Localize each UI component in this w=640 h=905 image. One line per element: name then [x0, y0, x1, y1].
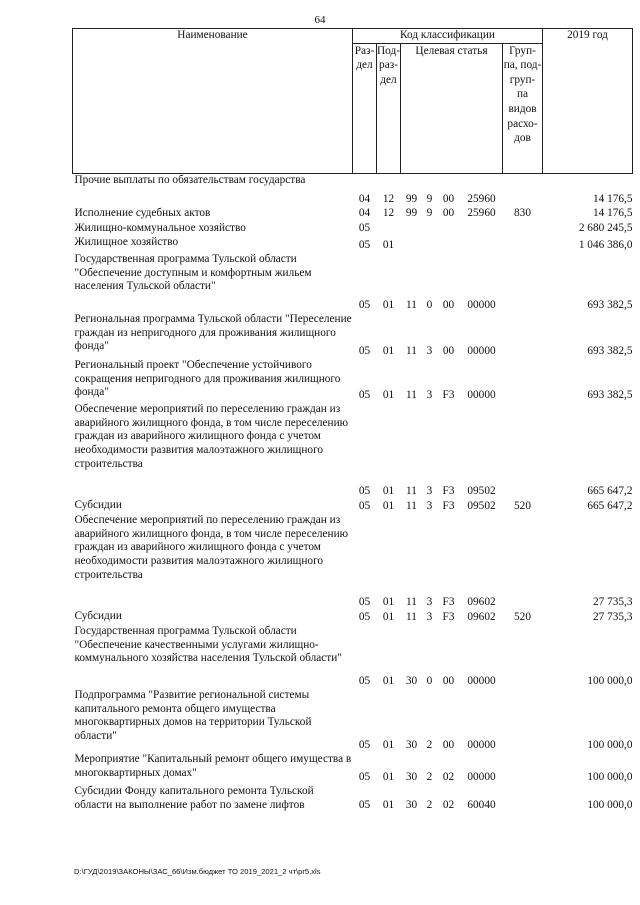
- row-name: Обеспечение мероприятий по переселению граждан из аварийного жилищного фонда, в том числе переселению граждан из аварийного жилищного фонда с учетом необходимости развития малоэтажного жилищного строительства: [74, 403, 349, 470]
- row-amount: 100 000,0: [587, 770, 633, 783]
- row-amount: 1 046 386,0: [578, 238, 633, 251]
- row-amount: 27 735,3: [592, 610, 633, 623]
- row-code-rz: 04: [358, 192, 371, 205]
- table-row: [73, 610, 633, 625]
- row-code-c2: 0: [426, 298, 433, 311]
- budget-table: [72, 28, 633, 813]
- row-code-vr: [503, 625, 543, 689]
- row-code-pr: 01: [382, 595, 395, 608]
- row-name: Подпрограмма "Развитие региональной системы капитального ремонта общего имущества многоквартирных домов на территории Тульской области": [74, 689, 312, 743]
- row-code-c3: F3: [442, 388, 455, 401]
- table-row: [73, 222, 633, 237]
- row-code-pr: 12: [382, 207, 395, 220]
- row-code-c2: 3: [426, 388, 433, 401]
- row-code-rz: 05: [358, 238, 371, 251]
- row-code-c3: 00: [442, 738, 455, 751]
- row-code-c1: 11: [406, 595, 417, 608]
- row-code-vr: [503, 222, 543, 237]
- row-code-rz: 05: [358, 388, 371, 401]
- row-code-c2: 3: [426, 610, 433, 623]
- row-code-vr: [503, 236, 543, 253]
- row-code-c4: 60040: [467, 798, 496, 811]
- row-amount: 693 382,5: [587, 344, 633, 357]
- row-code-c2: 3: [426, 344, 433, 357]
- row-code-rz: 04: [358, 207, 371, 220]
- row-code-c3: 00: [442, 344, 455, 357]
- row-code-c2: [423, 236, 437, 253]
- row-code-rz: 05: [358, 674, 371, 687]
- row-code-c1: 11: [406, 344, 417, 357]
- row-name: Прочие выплаты по обязательствам государства: [74, 173, 306, 186]
- row-code-rz: 05: [358, 770, 371, 783]
- row-code-vr: 520: [514, 499, 531, 512]
- row-code-c2: [423, 222, 437, 237]
- row-code-pr: 01: [382, 798, 395, 811]
- row-code-c1: 30: [405, 770, 418, 783]
- row-code-c4: 00000: [467, 674, 496, 687]
- row-code-c2: 2: [426, 738, 433, 751]
- table-row: [73, 253, 633, 313]
- row-name: Субсидии Фонду капитального ремонта Тульской области на выполнение работ по замене лифтов: [74, 785, 314, 811]
- row-code-c4: 09602: [467, 610, 496, 623]
- row-amount: 14 176,5: [592, 207, 633, 220]
- row-code-c3: [437, 222, 461, 237]
- row-amount: 100 000,0: [587, 674, 633, 687]
- table-row: [73, 359, 633, 403]
- row-code-c3: F3: [442, 484, 455, 497]
- row-code-c2: 9: [426, 207, 433, 220]
- row-amount: 693 382,5: [587, 388, 633, 401]
- table-row: [73, 785, 633, 813]
- row-code-c3: 00: [442, 674, 455, 687]
- header-name: Наименование: [73, 29, 353, 174]
- row-code-c4: 00000: [467, 298, 496, 311]
- row-code-c3: F3: [442, 499, 455, 512]
- row-code-c4: 00000: [467, 738, 496, 751]
- table-row: [73, 753, 633, 785]
- row-code-c2: 9: [426, 192, 433, 205]
- row-code-rz: 05: [358, 499, 371, 512]
- row-code-c4: 09502: [467, 499, 496, 512]
- row-code-c1: 11: [406, 610, 417, 623]
- row-code-c3: F3: [442, 595, 455, 608]
- row-code-rz: 05: [358, 298, 371, 311]
- row-code-c3: 00: [442, 298, 455, 311]
- row-name: Субсидии: [74, 499, 122, 512]
- row-code-c3: F3: [442, 610, 455, 623]
- row-code-c2: 2: [426, 770, 433, 783]
- table-row: [73, 173, 633, 207]
- row-code-pr: 01: [382, 674, 395, 687]
- row-code-pr: 01: [382, 738, 395, 751]
- row-code-c2: 2: [426, 798, 433, 811]
- file-path-footer: D:\ГУД\2019\ЗАКОНЫ\ЗАС_66\Изм.бюджет ТО 2019_2021_2 чт\pr5.xls: [74, 867, 321, 876]
- row-code-rz: 05: [358, 484, 371, 497]
- header-code-classification: Код классификации: [353, 29, 543, 44]
- row-code-c1: [401, 236, 423, 253]
- header-razdel: Раз- дел: [353, 43, 377, 173]
- row-code-c1: 11: [406, 298, 417, 311]
- row-code-pr: 01: [382, 344, 395, 357]
- row-amount: 693 382,5: [587, 298, 633, 311]
- row-name: Жилищно-коммунальное хозяйство: [74, 221, 246, 234]
- row-code-c4: 00000: [467, 388, 496, 401]
- row-code-c2: 3: [426, 595, 433, 608]
- row-code-vr: [503, 514, 543, 610]
- table-row: [73, 403, 633, 499]
- row-code-vr: [503, 359, 543, 403]
- row-code-rz: 05: [358, 610, 371, 623]
- row-code-c1: 11: [406, 484, 417, 497]
- row-amount: 100 000,0: [587, 738, 633, 751]
- row-code-vr: [503, 253, 543, 313]
- row-code-rz: 05: [358, 221, 371, 234]
- header-podrazdel: Под- раз- дел: [377, 43, 401, 173]
- row-code-pr: 12: [382, 192, 395, 205]
- row-code-pr: 01: [382, 499, 395, 512]
- table-row: [73, 689, 633, 753]
- row-code-vr: [503, 753, 543, 785]
- row-name: Государственная программа Тульской области "Обеспечение качественными услугами жилищно-коммунального хозяйства населения Тульской области": [74, 625, 342, 665]
- row-name: Региональный проект "Обеспечение устойчивого сокращения непригодного для проживания жилищного фонда": [74, 359, 341, 399]
- row-code-c4: [461, 222, 503, 237]
- page-number: 64: [314, 14, 326, 26]
- row-code-pr: 01: [382, 238, 395, 251]
- row-amount: 27 735,3: [592, 595, 633, 608]
- row-code-pr: 01: [382, 770, 395, 783]
- table-row: [73, 499, 633, 514]
- row-name: Обеспечение мероприятий по переселению граждан из аварийного жилищного фонда, в том числе переселению граждан из аварийного жилищного фонда с учетом необходимости развития малоэтажного жилищного строительства: [74, 514, 349, 581]
- row-code-vr: [503, 785, 543, 813]
- table-row: [73, 236, 633, 253]
- row-code-pr: 01: [382, 298, 395, 311]
- table-row: [73, 625, 633, 689]
- row-code-c3: 00: [442, 207, 455, 220]
- table-row: [73, 207, 633, 222]
- row-code-vr: [503, 313, 543, 359]
- row-code-c4: 00000: [467, 770, 496, 783]
- row-code-vr: [503, 689, 543, 753]
- row-name: Государственная программа Тульской области "Обеспечение доступным и комфортным жильем населения Тульской области": [74, 253, 312, 293]
- row-code-c3: 02: [442, 770, 455, 783]
- row-code-c1: 99: [405, 207, 418, 220]
- row-code-c4: 25960: [467, 192, 496, 205]
- row-code-c1: 30: [405, 798, 418, 811]
- row-code-c4: 09602: [467, 595, 496, 608]
- row-code-vr: [503, 403, 543, 499]
- row-code-c4: 09502: [467, 484, 496, 497]
- row-code-c1: [401, 222, 423, 237]
- row-name: Мероприятие "Капитальный ремонт общего имущества в многоквартирных домах": [74, 753, 352, 779]
- row-amount: 665 647,2: [587, 484, 633, 497]
- header-expense-group: Груп- па, под- груп- па видов расхо- дов: [503, 43, 543, 173]
- row-code-pr: 01: [382, 610, 395, 623]
- row-code-c2: 0: [426, 674, 433, 687]
- row-name: Субсидии: [74, 610, 122, 623]
- row-amount: 100 000,0: [587, 798, 633, 811]
- row-code-rz: 05: [358, 595, 371, 608]
- row-code-c1: 99: [405, 192, 418, 205]
- row-amount: 665 647,2: [587, 499, 633, 512]
- row-code-vr: 520: [514, 610, 531, 623]
- header-target-article: Целевая статья: [401, 43, 503, 173]
- row-amount: 2 680 245,5: [578, 221, 633, 234]
- row-code-vr: [503, 173, 543, 207]
- row-code-c3: [437, 236, 461, 253]
- row-code-c2: 3: [426, 499, 433, 512]
- row-code-c1: 11: [406, 388, 417, 401]
- row-code-c3: 02: [442, 798, 455, 811]
- row-code-rz: 05: [358, 344, 371, 357]
- row-code-rz: 05: [358, 738, 371, 751]
- row-code-pr: [377, 222, 401, 237]
- table-row: [73, 514, 633, 610]
- row-code-c4: 00000: [467, 344, 496, 357]
- row-code-rz: 05: [358, 798, 371, 811]
- row-name: Жилищное хозяйство: [74, 236, 179, 249]
- row-code-vr: 830: [514, 207, 531, 220]
- table-body: [73, 173, 633, 813]
- table-row: [73, 313, 633, 359]
- row-name: Исполнение судебных актов: [74, 207, 211, 220]
- row-code-c1: 30: [405, 738, 418, 751]
- row-code-c3: 00: [442, 192, 455, 205]
- header-year: 2019 год: [543, 29, 633, 174]
- row-code-c1: 30: [405, 674, 418, 687]
- row-name: Региональная программа Тульской области "Переселение граждан из непригодного для проживания жилищного фонда": [74, 313, 352, 353]
- row-code-c4: 25960: [467, 207, 496, 220]
- row-amount: 14 176,5: [592, 192, 633, 205]
- row-code-c4: [461, 236, 503, 253]
- row-code-c1: 11: [406, 499, 417, 512]
- row-code-pr: 01: [382, 388, 395, 401]
- row-code-c2: 3: [426, 484, 433, 497]
- row-code-pr: 01: [382, 484, 395, 497]
